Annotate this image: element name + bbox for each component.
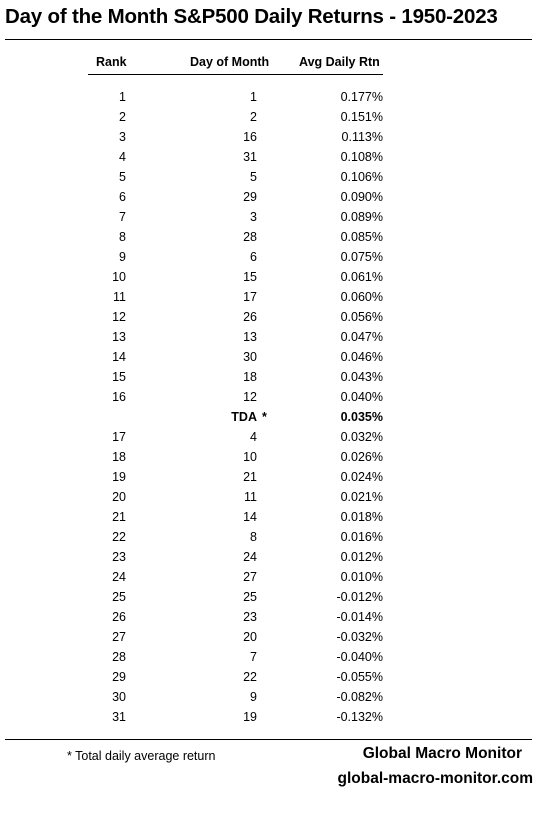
column-header-day-of-month: Day of Month: [190, 55, 270, 69]
table-row: [0, 530, 553, 550]
cell-avg-daily-return: 0.108%: [340, 150, 383, 164]
cell-rank: 15: [112, 370, 126, 384]
cell-rank: 5: [119, 170, 126, 184]
cell-day-of-month: 14: [243, 510, 257, 524]
cell-day-of-month: 19: [243, 710, 257, 724]
cell-avg-daily-return: 0.060%: [340, 290, 383, 304]
cell-rank: 9: [119, 250, 126, 264]
cell-avg-daily-return: -0.082%: [336, 690, 383, 704]
cell-rank: 22: [112, 530, 126, 544]
cell-rank: 30: [112, 690, 126, 704]
cell-day-of-month: 17: [243, 290, 257, 304]
table-row: [0, 110, 553, 130]
table-row: [0, 130, 553, 150]
table-row: [0, 390, 553, 410]
cell-rank: 21: [112, 510, 126, 524]
table-row: [0, 630, 553, 650]
table-row: [0, 170, 553, 190]
cell-rank: 26: [112, 610, 126, 624]
cell-avg-daily-return: -0.014%: [336, 610, 383, 624]
cell-avg-daily-return: -0.032%: [336, 630, 383, 644]
title-divider: [5, 39, 532, 40]
cell-day-of-month: 18: [243, 370, 257, 384]
cell-rank: 28: [112, 650, 126, 664]
table-row: [0, 310, 553, 330]
cell-avg-daily-return: 0.075%: [340, 250, 383, 264]
cell-rank: 7: [119, 210, 126, 224]
cell-day-of-month: 28: [243, 230, 257, 244]
cell-avg-daily-return: 0.012%: [340, 550, 383, 564]
cell-avg-daily-return: -0.012%: [336, 590, 383, 604]
cell-rank: 19: [112, 470, 126, 484]
table-row: [0, 270, 553, 290]
cell-avg-daily-return: 0.056%: [340, 310, 383, 324]
table-row: [0, 370, 553, 390]
cell-day-of-month: 27: [243, 570, 257, 584]
table-row: [0, 690, 553, 710]
table-row: [0, 670, 553, 690]
table-row: [0, 150, 553, 170]
cell-day-of-month: TDA: [231, 410, 257, 424]
table-row: [0, 450, 553, 470]
cell-avg-daily-return: -0.040%: [336, 650, 383, 664]
table-row: [0, 510, 553, 530]
cell-avg-daily-return: 0.018%: [340, 510, 383, 524]
brand-name: Global Macro Monitor: [362, 745, 522, 762]
table-row: [0, 290, 553, 310]
footnote: * Total daily average return: [67, 749, 216, 763]
table-row: [0, 430, 553, 450]
cell-rank: 23: [112, 550, 126, 564]
cell-avg-daily-return: 0.035%: [340, 410, 383, 424]
cell-day-of-month: 10: [243, 450, 257, 464]
cell-rank: 16: [112, 390, 126, 404]
cell-day-of-month: 9: [250, 690, 257, 704]
returns-table: [0, 90, 553, 730]
cell-avg-daily-return: 0.032%: [340, 430, 383, 444]
table-row: [0, 250, 553, 270]
table-row: [0, 210, 553, 230]
table-row: [0, 590, 553, 610]
cell-day-of-month: 3: [250, 210, 257, 224]
cell-day-of-month: 25: [243, 590, 257, 604]
cell-rank: 2: [119, 110, 126, 124]
cell-day-of-month: 7: [250, 650, 257, 664]
cell-rank: 24: [112, 570, 126, 584]
cell-rank: 25: [112, 590, 126, 604]
cell-avg-daily-return: 0.021%: [340, 490, 383, 504]
cell-rank: 4: [119, 150, 126, 164]
cell-rank: 3: [119, 130, 126, 144]
cell-day-of-month: 8: [250, 530, 257, 544]
cell-day-of-month: 30: [243, 350, 257, 364]
cell-avg-daily-return: 0.113%: [341, 130, 383, 144]
cell-day-of-month: 4: [250, 430, 257, 444]
cell-day-of-month: 21: [243, 470, 257, 484]
cell-rank: 13: [112, 330, 126, 344]
table-row: [0, 330, 553, 350]
footer-divider: [5, 739, 532, 740]
cell-rank: 10: [112, 270, 126, 284]
cell-day-of-month: 29: [243, 190, 257, 204]
cell-day-of-month: 22: [243, 670, 257, 684]
cell-avg-daily-return: 0.046%: [340, 350, 383, 364]
table-row: [0, 470, 553, 490]
cell-rank: 31: [112, 710, 126, 724]
table-row-tda: [0, 410, 553, 430]
cell-day-of-month: 1: [250, 90, 257, 104]
cell-rank: 14: [112, 350, 126, 364]
cell-avg-daily-return: 0.085%: [340, 230, 383, 244]
cell-avg-daily-return: 0.090%: [340, 190, 383, 204]
site-url: global-macro-monitor.com: [337, 770, 533, 787]
table-row: [0, 230, 553, 250]
cell-rank: 8: [119, 230, 126, 244]
cell-day-of-month: 12: [243, 390, 257, 404]
cell-avg-daily-return: 0.106%: [340, 170, 383, 184]
cell-day-of-month: 5: [250, 170, 257, 184]
cell-avg-daily-return: 0.177%: [340, 90, 383, 104]
cell-avg-daily-return: 0.040%: [340, 390, 383, 404]
cell-day-of-month: 15: [243, 270, 257, 284]
cell-day-of-month: 13: [243, 330, 257, 344]
cell-avg-daily-return: 0.043%: [340, 370, 383, 384]
cell-rank: 1: [119, 90, 126, 104]
table-row: [0, 90, 553, 110]
cell-avg-daily-return: 0.089%: [340, 210, 383, 224]
cell-day-of-month: 24: [243, 550, 257, 564]
cell-avg-daily-return: 0.151%: [340, 110, 383, 124]
cell-day-of-month: 20: [243, 630, 257, 644]
header-underline: [88, 74, 383, 75]
cell-day-of-month: 11: [244, 490, 257, 504]
cell-rank: 6: [119, 190, 126, 204]
column-header-avg-daily-return: Avg Daily Rtn: [299, 55, 380, 69]
table-row: [0, 570, 553, 590]
table-row: [0, 710, 553, 730]
cell-rank: 12: [112, 310, 126, 324]
cell-day-of-month: 31: [243, 150, 257, 164]
column-header-rank: Rank: [96, 55, 127, 69]
cell-day-of-month: 6: [250, 250, 257, 264]
cell-rank: 29: [112, 670, 126, 684]
cell-avg-daily-return: 0.024%: [340, 470, 383, 484]
cell-avg-daily-return: 0.047%: [340, 330, 383, 344]
cell-day-of-month: 2: [250, 110, 257, 124]
cell-avg-daily-return: -0.055%: [336, 670, 383, 684]
table-row: [0, 650, 553, 670]
cell-day-of-month: 16: [243, 130, 257, 144]
cell-avg-daily-return: 0.016%: [340, 530, 383, 544]
cell-day-of-month: 26: [243, 310, 257, 324]
cell-rank: 27: [112, 630, 126, 644]
page-title: Day of the Month S&P500 Daily Returns - 1950-2023: [5, 5, 498, 28]
cell-rank: 20: [112, 490, 126, 504]
table-row: [0, 350, 553, 370]
table-row: [0, 550, 553, 570]
cell-avg-daily-return: 0.026%: [340, 450, 383, 464]
table-row: [0, 610, 553, 630]
cell-day-of-month: 23: [243, 610, 257, 624]
cell-rank: 18: [112, 450, 126, 464]
cell-rank: 11: [113, 290, 126, 304]
cell-avg-daily-return: 0.010%: [340, 570, 383, 584]
footnote-marker: *: [262, 410, 267, 424]
cell-rank: 17: [112, 430, 126, 444]
cell-avg-daily-return: 0.061%: [340, 270, 383, 284]
table-row: [0, 490, 553, 510]
table-row: [0, 190, 553, 210]
cell-avg-daily-return: -0.132%: [336, 710, 383, 724]
